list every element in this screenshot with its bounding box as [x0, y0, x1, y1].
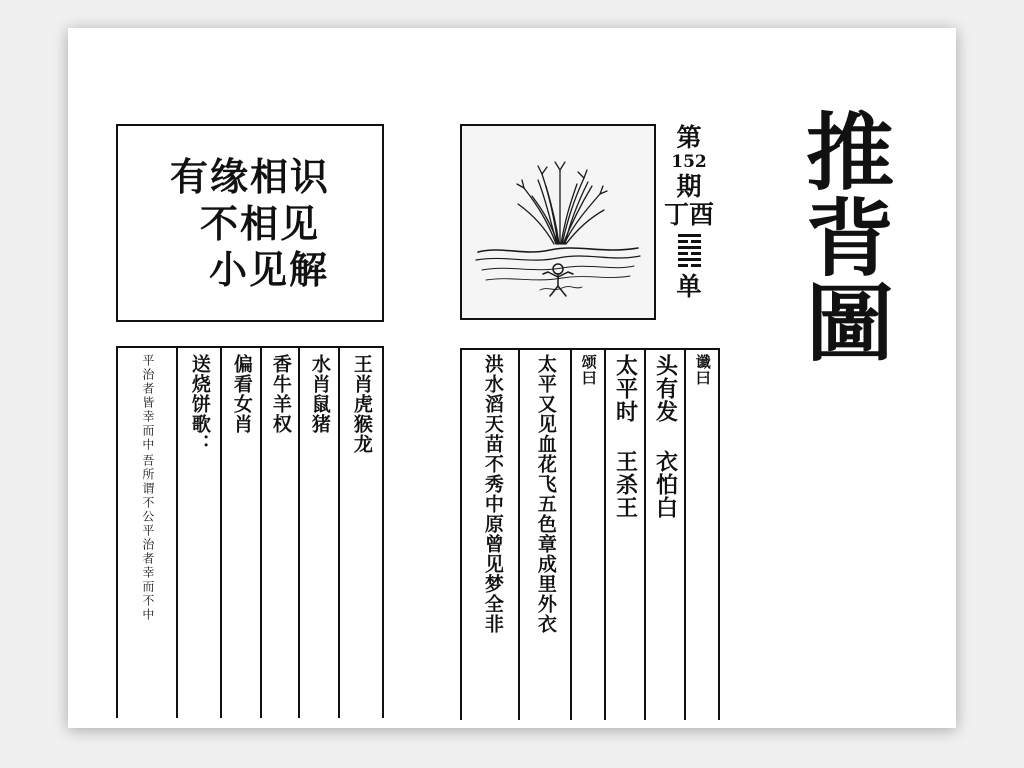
illustration-frame [460, 124, 656, 320]
commentary-column-1-text: 王肖虎猴龙 [350, 354, 373, 454]
issue-suffix: 单 [676, 272, 702, 302]
commentary-footnotes [118, 348, 176, 718]
commentary-heading [116, 124, 384, 322]
chen-line-1-column [644, 350, 684, 720]
commentary-footnote-right: 平治者皆幸而中 [140, 354, 155, 452]
song-label: 颂曰 [579, 354, 598, 386]
commentary-column-3 [260, 348, 298, 718]
brush-title-char-1: 推 [805, 103, 895, 202]
paper-sheet [68, 28, 956, 728]
chen-line-2: 太平时 王杀王 [612, 354, 639, 519]
song-label-column [570, 350, 604, 720]
commentary-column-1 [338, 348, 382, 718]
commentary-panel [116, 98, 384, 718]
hexagram-icon [678, 234, 701, 267]
brush-title-char-3: 圖 [805, 274, 895, 374]
chen-label: 谶曰 [693, 354, 712, 386]
commentary-column-5-text: 送烧饼歌： [188, 354, 211, 454]
song-line-1-column [518, 350, 570, 720]
prophecy-columns [460, 348, 720, 720]
commentary-heading-line-3: 小见解 [208, 247, 329, 293]
song-line-2: 洪水滔天苗不秀中原曾见梦全非 [481, 354, 504, 634]
commentary-column-2-text: 水肖鼠猪 [308, 354, 331, 434]
commentary-heading-line-1: 有缘相识 [169, 154, 330, 200]
song-line-1: 太平又见血花飞五色章成里外衣 [534, 354, 557, 634]
illustration-image [462, 126, 654, 318]
commentary-column-4 [220, 348, 260, 718]
issue-unit: 期 [676, 172, 702, 202]
chen-line-2-column [604, 350, 644, 720]
issue-cycle-year: 丁酉 [663, 200, 714, 230]
commentary-columns [116, 346, 384, 718]
commentary-column-4-text: 偏看女肖 [230, 354, 253, 434]
issue-number: 152 [671, 152, 707, 172]
chen-line-1: 头有发 衣怕白 [652, 354, 679, 519]
commentary-column-5 [176, 348, 220, 718]
brush-title [780, 103, 920, 440]
commentary-column-3-text: 香牛羊权 [269, 354, 292, 434]
issue-prefix: 第 [676, 123, 702, 152]
prophecy-panel [460, 98, 716, 718]
prophecy-header [460, 98, 716, 326]
commentary-heading-line-2: 不相见 [199, 200, 320, 246]
chen-label-column [684, 350, 718, 720]
commentary-column-2 [298, 348, 338, 718]
commentary-footnote-left: 吾所谓不公平治者幸而不中 [140, 454, 155, 622]
brush-title-char-2: 背 [805, 188, 895, 288]
song-line-2-column [466, 350, 518, 720]
